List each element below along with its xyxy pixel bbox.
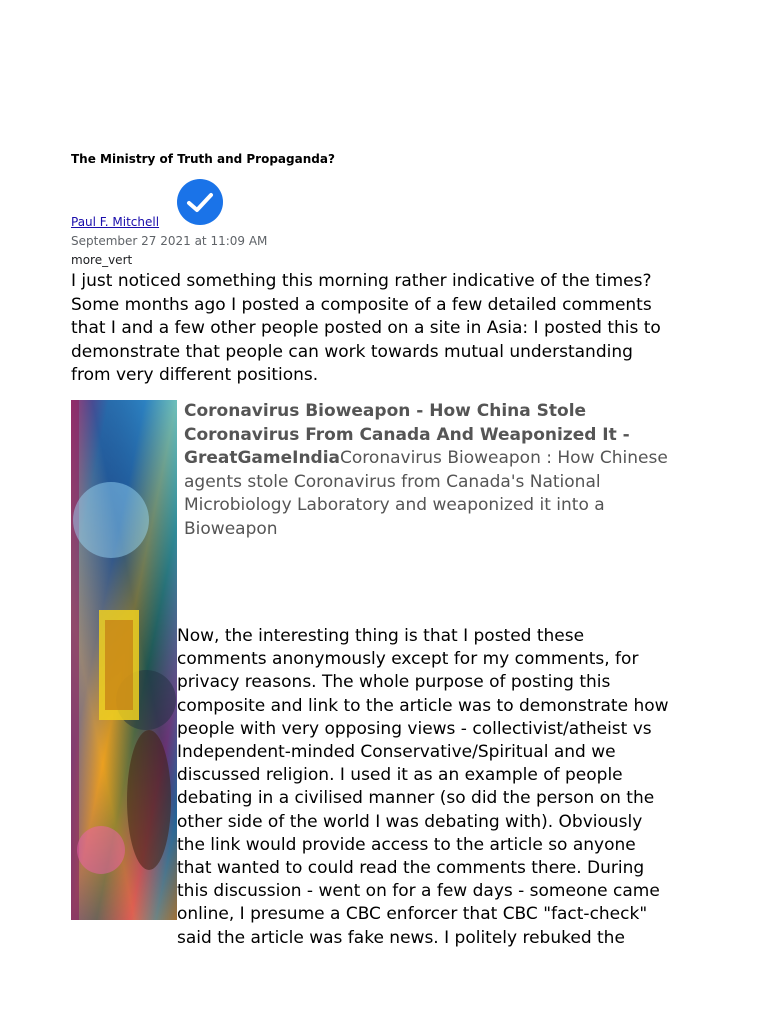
intro-line: I just noticed something this morning rather indicative of the times? bbox=[71, 271, 652, 291]
intro-line: demonstrate that people can work towards mutual understanding bbox=[71, 341, 633, 362]
link-card-thumbnail[interactable] bbox=[71, 400, 177, 920]
link-card-description-line: Bioweapon bbox=[184, 518, 278, 539]
link-card-description-line: Microbiology Laboratory and weaponized it into a bbox=[184, 495, 605, 515]
intro-paragraph bbox=[71, 270, 701, 388]
link-card-description-line: Coronavirus Bioweapon : How Chinese bbox=[340, 448, 668, 468]
more-vert-icon[interactable]: more_vert bbox=[71, 253, 133, 267]
post-title: The Ministry of Truth and Propaganda? bbox=[71, 152, 335, 166]
body-line: other side of the world I was debating with). Obviously bbox=[177, 811, 643, 832]
body-line: this discussion - went on for a few days - someone came bbox=[177, 881, 660, 902]
intro-line: that I and a few other people posted on a site in Asia: I posted this to bbox=[71, 318, 661, 338]
post-date: September 27 2021 at 11:09 AM bbox=[71, 234, 268, 248]
body-line: Now, the interesting thing is that I posted these bbox=[177, 626, 585, 646]
body-line: people with very opposing views - collectivist/atheist vs bbox=[177, 718, 652, 739]
link-card-title-line: Coronavirus From Canada And Weaponized It - bbox=[184, 424, 630, 445]
link-card-site-name: GreatGameIndia bbox=[184, 448, 341, 468]
body-line: composite and link to the article was to demonstrate how bbox=[177, 695, 669, 716]
link-card-description-line: agents stole Coronavirus from Canada's National bbox=[184, 471, 601, 492]
check-circle-icon bbox=[176, 178, 224, 226]
body-line: said the article was fake news. I politely rebuked the bbox=[177, 927, 625, 948]
body-line: debating in a civilised manner (so did the person on the bbox=[177, 788, 655, 809]
link-card-title-line: Coronavirus Bioweapon - How China Stole bbox=[184, 401, 587, 421]
intro-line: Some months ago I posted a composite of a few detailed comments bbox=[71, 294, 652, 315]
body-line: discussed religion. I used it as an example of people bbox=[177, 765, 623, 786]
intro-line: from very different positions. bbox=[71, 365, 319, 385]
body-line: that wanted to could read the comments there. During bbox=[177, 858, 645, 879]
body-line: comments anonymously except for my comments, for bbox=[177, 649, 639, 670]
body-paragraph bbox=[177, 625, 717, 950]
author-link[interactable]: Paul F. Mitchell bbox=[71, 215, 160, 229]
body-line: privacy reasons. The whole purpose of posting this bbox=[177, 672, 611, 693]
body-line: Independent-minded Conservative/Spiritual and we bbox=[177, 742, 616, 763]
body-line: online, I presume a CBC enforcer that CBC "fact-check" bbox=[177, 904, 648, 925]
link-card-text[interactable] bbox=[184, 400, 724, 541]
body-line: the link would provide access to the article so anyone bbox=[177, 834, 636, 855]
